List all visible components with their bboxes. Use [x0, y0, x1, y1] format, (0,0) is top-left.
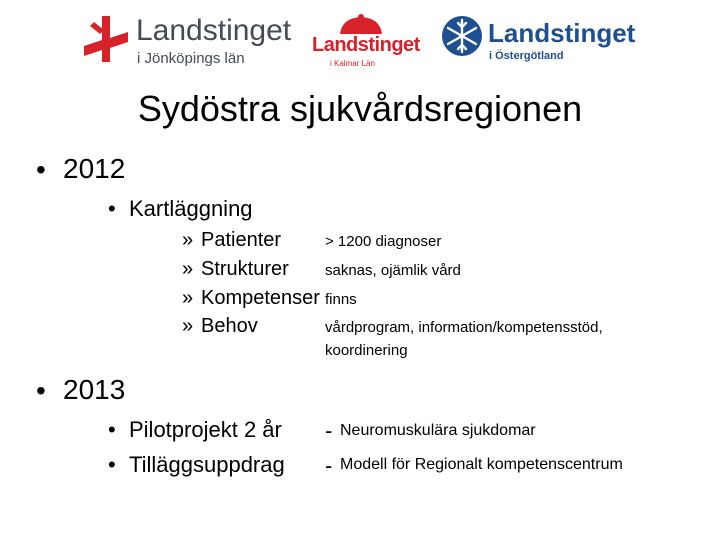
logo-landstinget-jonkoping	[80, 12, 290, 68]
item-pilotprojekt: Pilotprojekt 2 år	[129, 417, 282, 442]
marker-behov: »	[182, 315, 194, 337]
marker-strukturer: »	[182, 258, 194, 280]
bullet-2013: •	[36, 375, 46, 406]
kalmar-logo-sub: i Kalmar Län	[330, 59, 375, 68]
ostergotland-logo-sub: i Östergötland	[489, 50, 564, 62]
jonkoping-logo-name: Landstinget	[136, 14, 292, 47]
logo-landstinget-kalmar	[308, 14, 420, 68]
bullet-pilotprojekt: •	[108, 417, 116, 442]
note-pilotprojekt: Neuromuskulära sjukdomar	[340, 422, 536, 439]
kalmar-crown-icon	[336, 14, 386, 36]
item-kompetenser: Kompetenser	[201, 287, 320, 309]
kalmar-logo-name: Landstinget	[312, 34, 420, 56]
note-patienter: > 1200 diagnoser	[325, 233, 442, 250]
note-strukturer: saknas, ojämlik vård	[325, 262, 461, 279]
marker-patienter: »	[182, 229, 194, 251]
year-2013: 2013	[63, 374, 126, 405]
jonkoping-logo-sub: i Jönköpings län	[137, 50, 245, 67]
item-behov: Behov	[201, 315, 258, 337]
year-2012: 2012	[63, 153, 126, 184]
ostergotland-logo-name: Landstinget	[488, 18, 636, 48]
kartlaggning-label: Kartläggning	[129, 196, 253, 221]
slide-title: Sydöstra sjukvårdsregionen	[137, 88, 583, 129]
marker-kompetenser: »	[182, 287, 194, 309]
dash-pilotprojekt: -	[325, 418, 333, 443]
item-strukturer: Strukturer	[201, 258, 289, 280]
note-kompetenser: finns	[325, 291, 357, 308]
jonkoping-cross-icon	[80, 14, 130, 64]
note-tillaggsuppdrag: Modell för Regionalt kompetenscentrum	[340, 456, 623, 473]
note-behov: vårdprogram, information/kompetensstöd,	[325, 319, 603, 336]
bullet-2012: •	[36, 154, 46, 185]
note-behov-cont: koordinering	[325, 342, 408, 359]
item-patienter: Patienter	[201, 229, 282, 251]
logo-landstinget-ostergotland	[440, 12, 640, 68]
ostergotland-snowflake-icon	[440, 14, 484, 58]
bullet-kartlaggning: •	[108, 196, 116, 221]
item-tillaggsuppdrag: Tilläggsuppdrag	[129, 452, 285, 477]
dash-tillaggsuppdrag: -	[325, 453, 333, 478]
bullet-tillaggsuppdrag: •	[108, 452, 116, 477]
